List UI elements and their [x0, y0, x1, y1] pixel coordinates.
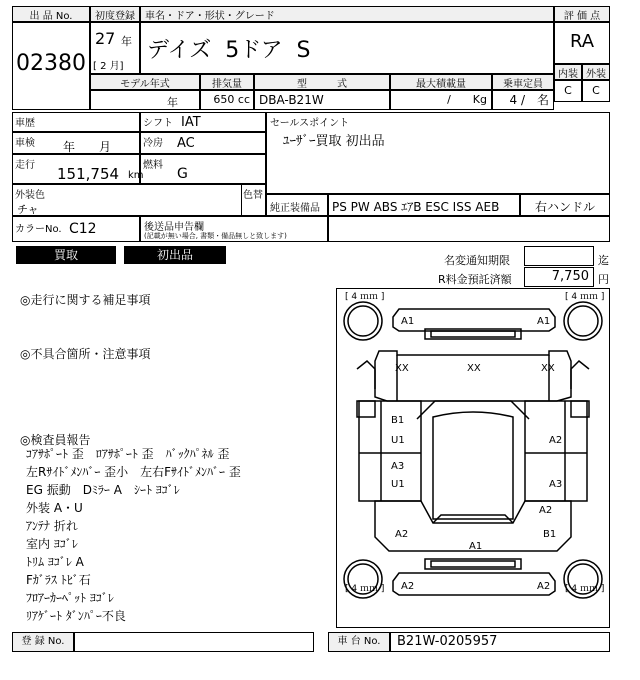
- inspection-value: 年 月: [63, 140, 112, 154]
- grade-box: [554, 22, 610, 64]
- displacement: 650 cc: [200, 90, 254, 110]
- report-line: Fｶﾞﾗｽ ﾄﾋﾞ石: [26, 573, 91, 587]
- car-diagram: [336, 288, 610, 628]
- doc-value-box: [328, 216, 610, 242]
- mark-rear-bumper-l: A2: [401, 581, 415, 592]
- report-line: EG 振動 Dﾐﾗｰ A ｼｰﾄ ﾖｺﾞﾚ: [26, 483, 180, 497]
- tag-first-listing: 初出品: [124, 246, 226, 264]
- equip-label: 純正装備品: [270, 203, 320, 214]
- ac-label: 冷房: [143, 138, 163, 149]
- tire-depth-fr: [ 4 ｍｍ ]: [565, 292, 605, 302]
- equipment: PS PW ABS ｴｱB ESC ISS AEB: [332, 200, 500, 214]
- equipment-box: [328, 194, 520, 216]
- sales-point: ﾕｰｻﾞｰ買取 初出品: [283, 134, 385, 149]
- inspector-label: ◎検査員報告: [20, 433, 91, 447]
- fuel-box: [140, 154, 266, 184]
- name-change-label: 名変通知期限: [444, 254, 510, 267]
- sales-point-box: [266, 112, 610, 194]
- reg-no-box: [74, 632, 314, 652]
- rear-bumper: [393, 573, 555, 595]
- capacity-label: 乗車定員: [492, 74, 554, 90]
- mark-front-bumper-l: A1: [401, 316, 415, 327]
- lot-no-label: 出 品 No.: [12, 6, 90, 22]
- handle-box: [520, 194, 610, 216]
- chassis-no: B21W-0205957: [390, 632, 610, 652]
- mileage-unit: km: [128, 170, 144, 181]
- mark-rear-fender-l: A2: [395, 529, 409, 540]
- handle: 右ハンドル: [534, 200, 595, 214]
- fuel-label: 燃料: [143, 160, 163, 171]
- mark-rear-door-l: A3: [391, 461, 405, 472]
- interior-label: 内装: [554, 64, 582, 80]
- report-line: ｱﾝﾃﾅ 折れ: [26, 519, 78, 533]
- exterior-grade: C: [582, 80, 610, 102]
- recycle-label: R料金預託済額: [438, 273, 512, 286]
- tire-front-left: [344, 302, 382, 340]
- roof: [433, 412, 513, 519]
- mark-rear-bumper-r: A2: [537, 581, 551, 592]
- equip-label-box: [266, 194, 328, 216]
- sales-point-label: セールスポイント: [270, 118, 350, 129]
- shift: IAT: [181, 115, 201, 130]
- displacement-label: 排気量: [200, 74, 254, 90]
- model-year-unit: 年: [167, 96, 178, 109]
- mark-front-door-l2: U1: [391, 435, 405, 446]
- type-label: 型 式: [254, 74, 390, 90]
- ext-color: チャ: [17, 203, 39, 216]
- report-line: 室内 ﾖｺﾞﾚ: [26, 537, 78, 551]
- report-line: ｺｱｻﾎﾟｰﾄ 歪 ﾛｱｻﾎﾟｰﾄ 歪 ﾊﾞｯｸﾊﾟﾈﾙ 歪: [26, 447, 230, 461]
- doc-box: [140, 216, 328, 242]
- doc-label: 後送品申告欄: [144, 222, 204, 233]
- fuel: G: [177, 166, 188, 182]
- mark-rear-fender-r2: B1: [543, 529, 557, 540]
- color-no-label: カラーNo.: [15, 224, 62, 235]
- max-load: / Kg: [390, 90, 492, 110]
- shift-label: シフト: [143, 118, 173, 129]
- defects-label: ◎不具合箇所・注意事項: [20, 347, 151, 361]
- doc-note: (記載が無い場合, 書類・備品無しと致します): [144, 232, 287, 240]
- model-year-box: [90, 90, 200, 110]
- tire-depth-fl: [ 4 ｍｍ ]: [345, 292, 385, 302]
- mark-hood: XX: [467, 363, 481, 374]
- history-label: 車歴: [15, 118, 35, 129]
- interior-grade: C: [554, 80, 582, 102]
- left-side: [359, 401, 421, 501]
- tire-depth-rl: [ 4 ｍｍ ]: [345, 584, 385, 594]
- tire-front-right: [564, 302, 602, 340]
- tag-buyback: 買取: [16, 246, 116, 264]
- ext-color-label: 外装色: [15, 190, 45, 201]
- mark-rear-fender-r: A2: [539, 505, 553, 516]
- report-line: 左Rｻｲﾄﾞﾒﾝﾊﾞｰ 歪小 左右Fｻｲﾄﾞﾒﾝﾊﾞｰ 歪: [26, 465, 241, 479]
- mark-tailgate: A1: [469, 541, 483, 552]
- exterior-label: 外装: [582, 64, 610, 80]
- era-year: 27: [95, 29, 116, 48]
- ext-color-box: [12, 184, 266, 216]
- model-year-label: モデル年式: [90, 74, 200, 90]
- shift-box: [140, 112, 266, 132]
- ac: AC: [177, 136, 195, 151]
- name-change-box: [524, 246, 594, 266]
- inspection-label: 車検: [15, 138, 35, 149]
- reg-no-label: 登 録 No.: [12, 632, 74, 652]
- mark-front-door-r: A2: [549, 435, 563, 446]
- front-section: [375, 351, 571, 401]
- mileage-label: 走行: [15, 160, 35, 171]
- grade-label: 評 価 点: [554, 6, 610, 22]
- repaint-label: 色替: [243, 190, 263, 201]
- mark-rear-door-r: A3: [549, 479, 563, 490]
- ac-box: [140, 132, 266, 154]
- front-bumper: [393, 309, 555, 331]
- tire-depth-rr: [ 4 ｍｍ ]: [565, 584, 605, 594]
- recycle-fee: 7,750: [524, 267, 594, 287]
- inspection-box: [12, 132, 140, 154]
- mileage: 151,754: [57, 165, 120, 183]
- chassis-label: 車 台 No.: [328, 632, 390, 652]
- lot-no: 02380: [16, 51, 86, 76]
- recycle-unit: 円: [598, 273, 609, 286]
- color-no-box: [12, 216, 140, 242]
- supplement-label: ◎走行に関する補足事項: [20, 293, 151, 307]
- mark-front-fender-l: XX: [395, 363, 409, 374]
- mark-rear-door-l2: U1: [391, 479, 405, 490]
- report-line: ﾘｱｹﾞｰﾄ ﾀﾞﾝﾊﾟｰ不良: [26, 609, 126, 623]
- car-name-label: 車名・ドア・形状・グレード: [140, 6, 554, 22]
- grade: RA: [569, 31, 595, 52]
- mileage-box: [12, 154, 144, 184]
- car-diagram-svg: [337, 289, 609, 627]
- mark-front-door-l: B1: [391, 415, 405, 426]
- model-type: DBA-B21W: [254, 90, 390, 110]
- car-name: デイズ 5ドア S: [147, 38, 311, 63]
- reg-month: [ 2 月]: [93, 61, 124, 72]
- name-change-unit: 迄: [598, 254, 609, 267]
- report-line: ﾌﾛｱｰｶｰﾍﾟｯﾄ ﾖｺﾞﾚ: [26, 591, 114, 605]
- capacity: 4 / 名: [492, 90, 554, 110]
- first-reg-label: 初度登録: [90, 6, 140, 22]
- history-box: [12, 112, 140, 132]
- report-line: ﾄﾘﾑ ﾖｺﾞﾚ A: [26, 555, 84, 569]
- mark-front-bumper-r: A1: [537, 316, 551, 327]
- year-unit: 年: [121, 35, 132, 48]
- max-load-label: 最大積載量: [390, 74, 492, 90]
- car-name-box: [140, 22, 554, 74]
- lot-no-box: [12, 22, 90, 110]
- report-line: 外装 A・U: [26, 501, 83, 515]
- color-no: C12: [69, 221, 97, 237]
- mark-front-fender-r: XX: [541, 363, 555, 374]
- first-reg-box: [90, 22, 140, 74]
